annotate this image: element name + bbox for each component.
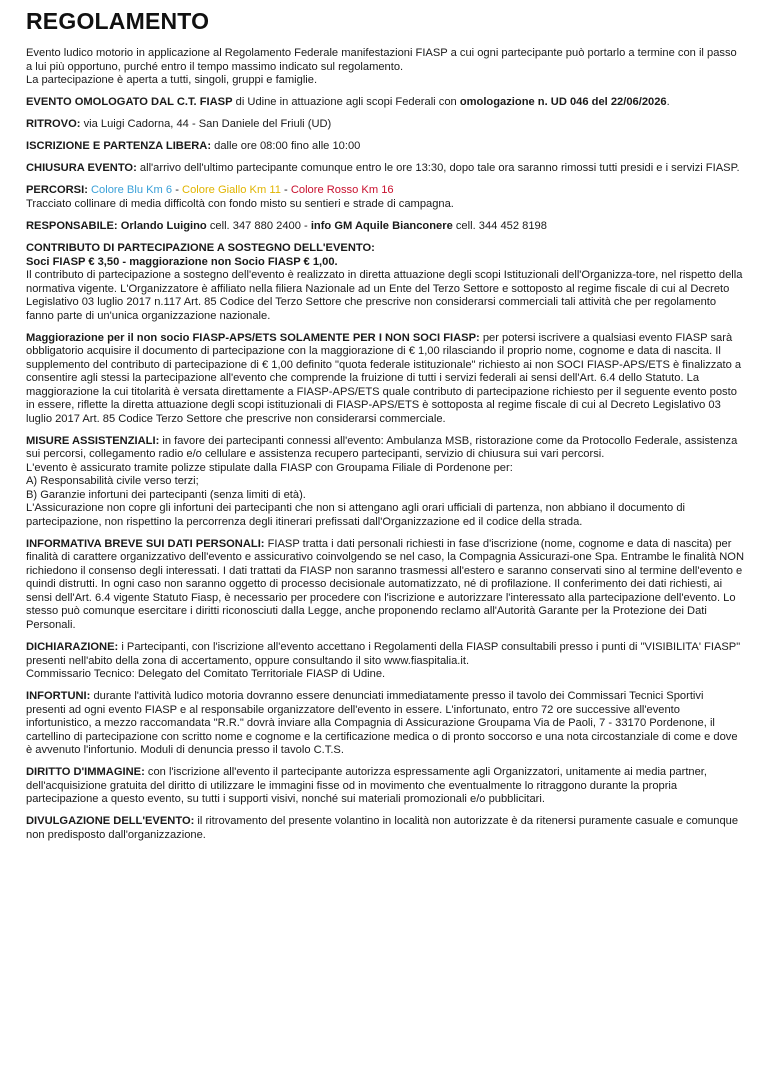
ritrovo-label: RITROVO:	[26, 118, 81, 131]
divulgazione-paragraph	[26, 815, 746, 842]
percorsi-label: PERCORSI:	[26, 184, 88, 197]
omologato-label: EVENTO OMOLOGATO DAL C.T. FIASP	[26, 96, 233, 109]
misure-paragraph	[26, 435, 746, 530]
dichiarazione-label: DICHIARAZIONE:	[26, 641, 119, 654]
divulgazione-text: il ritrovamento del presente volantino in località non autorizzate è da ritenersi puramente casuale e comunque non predisposto dall'organizzazione.	[26, 815, 739, 841]
ritrovo-text: via Luigi Cadorna, 44 - San Daniele del Friuli (UD)	[80, 118, 332, 131]
omologato-code: omologazione n. UD 046 del 22/06/2026	[459, 96, 667, 109]
contributo-text: Il contributo di partecipazione a sostegno dell'evento è realizzato in diretta attuazione degli scopi Istituzionali dell'Organizza-tore, nel rispetto della normativa vigente. L'Organizzatore è affiliato nella filiera Nazionale ad un Ente del Terzo Settore e sottoposto al regime fiscale di cui al Decreto Legislativo 03 luglio 2017 n.117 Art. 85 Codice del Terzo Settore che prescrive non considerarsi commerciali tali attività che per regolamento fanno parte di un'unica organizzazione nazionale.	[26, 269, 743, 322]
percorso-blu: Colore Blu Km 6	[91, 184, 173, 197]
percorso-rosso: Colore Rosso Km 16	[290, 184, 394, 197]
percorsi-sep-1: -	[172, 184, 183, 197]
dichiarazione-text: i Partecipanti, con l'iscrizione all'evento accettano i Regolamenti della FIASP consultabili presso i punti di "VISIBILITA' FIASP" presenti nell'abito della zona di accertamento, oppure consultando il sito www.fiaspitalia.it.	[26, 641, 741, 667]
diritto-paragraph	[26, 766, 746, 807]
contributo-label: CONTRIBUTO DI PARTECIPAZIONE A SOSTEGNO DELL'EVENTO:	[26, 242, 375, 255]
omologato-paragraph	[26, 96, 746, 110]
info-cell: cell. 344 452 8198	[452, 220, 547, 233]
misure-label: MISURE ASSISTENZIALI:	[26, 434, 160, 447]
iscrizione-paragraph	[26, 140, 746, 154]
maggiorazione-paragraph	[26, 332, 746, 427]
omologato-end: .	[666, 96, 670, 109]
maggiorazione-label: Maggiorazione per il non socio FIASP-APS/ETS SOLAMENTE PER I NON SOCI FIASP:	[26, 331, 480, 344]
infortuni-label: INFORTUNI:	[26, 690, 91, 703]
contributo-prices: Soci FIASP € 3,50 - maggiorazione non Socio FIASP € 1,00.	[26, 255, 338, 268]
informativa-label: INFORMATIVA BREVE SUI DATI PERSONALI:	[26, 537, 265, 550]
maggiorazione-text: per potersi iscrivere a qualsiasi evento FIASP sarà obbligatorio acquisire il documento di partecipazione con la maggiorazione di € 1,00 rilasciando il proprio nome, cognome e data di nascita. Il supplemento del contributo di partecipazione di € 1,00 definito "quota federale istituzionale" richiesto ai non SOCI FIASP-APS/ETS è finalizzato a consentire agli stessi la partecipazione all'evento che comprende la fruizione di tutti i servizi federali ai sensi dell'Art. 6.4 dello Statuto. La maggiorazione la cui titolarità è versata direttamente a FIASP-APS/ETS quale contributo di partecipazione richiesto per il seguente evento posto in essere, riflette la diretta attuazione degli scopi istituzionali di FIASP-APS/ETS è sottoposta al regime fiscale di cui al Decreto Legislativo 03 luglio 2017 Art. 85 Codice Terzo Settore che prescrive non considerarsi commerciale.	[26, 331, 742, 425]
percorsi-paragraph	[26, 184, 746, 211]
page-title: REGOLAMENTO	[26, 8, 210, 34]
omologato-text: di Udine in attuazione agli scopi Federali con	[232, 96, 460, 109]
divulgazione-label: DIVULGAZIONE DELL'EVENTO:	[26, 815, 195, 828]
misure-item-a: A) Responsabilità civile verso terzi;	[26, 475, 199, 488]
contributo-paragraph	[26, 242, 746, 323]
commissario-tecnico: Commissario Tecnico: Delegato del Comitato Territoriale FIASP di Udine.	[26, 668, 386, 681]
intro-text: Evento ludico motorio in applicazione al Regolamento Federale manifestazioni FIASP a cui ogni partecipante può portarlo a termine con il passo a lui più opportuno, purché entro il tempo massimo indicato sul regolamento.	[26, 47, 737, 73]
intro-paragraph	[26, 47, 746, 88]
chiusura-label: CHIUSURA EVENTO:	[26, 162, 137, 175]
intro-participation: La partecipazione è aperta a tutti, singoli, gruppi e famiglie.	[26, 74, 318, 86]
percorsi-sep-2: -	[280, 184, 291, 197]
misure-item-b: B) Garanzie infortuni dei partecipanti (senza limiti di età).	[26, 488, 306, 501]
ritrovo-paragraph	[26, 118, 746, 132]
misure-esclusioni: L'Assicurazione non copre gli infortuni dei partecipanti che non si attengano agli orari ufficiali di partenza, non abbiano il documento di partecipazione, non rispettino la percorrenza degli itinerari prefissati dall'Organizzazione ed il codice della strada.	[26, 502, 686, 528]
percorso-giallo: Colore Giallo Km 11	[182, 184, 281, 197]
responsabile-label: RESPONSABILE:	[26, 220, 118, 233]
infortuni-paragraph	[26, 690, 746, 758]
diritto-text: con l'iscrizione all'evento il partecipante autorizza espressamente agli Organizzatori, unitamente ai media partner, dell'acquisizione gratuita del diritto di utilizzare le immagini fisse od in movimento che eventualmente lo ritraggono durante la propria partecipazione a questo evento, su tutti i supporti visivi, nonché sui materiali promozionali e/o pubblicitari.	[26, 766, 707, 806]
diritto-label: DIRITTO D'IMMAGINE:	[26, 766, 145, 779]
chiusura-paragraph	[26, 162, 746, 176]
iscrizione-label: ISCRIZIONE E PARTENZA LIBERA:	[26, 140, 212, 153]
misure-assicurazione: L'evento è assicurato tramite polizze stipulate dalla FIASP con Groupama Filiale di Pordenone per:	[26, 461, 513, 474]
responsabile-paragraph	[26, 220, 746, 234]
dichiarazione-paragraph	[26, 641, 746, 682]
informativa-paragraph	[26, 538, 746, 633]
chiusura-text: all'arrivo dell'ultimo partecipante comunque entro le ore 13:30, dopo tale ora saranno rimossi tutti presidi e i servizi FIASP.	[136, 162, 740, 175]
percorsi-description: Tracciato collinare di media difficoltà con fondo misto su sentieri e strade di campagna.	[26, 197, 454, 210]
infortuni-text: durante l'attività ludico motoria dovranno essere denunciati immediatamente presso il tavolo dei Commissari Tecnici Sportivi presenti ad ogni evento FIASP e al responsabile organizzatore dell'evento in essere. L'infortunato, entro 72 ore successive all'evento infortunistico, a mezzo raccomandata "R.R." dovrà inviare alla Compagnia di Assicurazione Groupama Via de Paoli, 7 - 33170 Pordenone, il cartellino di partecipazione con scritto nome e cognome e la certificazione medica o di pronto soccorso e una nota circostanziale di come e dove è avvenuto l'infortunio. Moduli di denuncia presso il tavolo C.T.S.	[26, 690, 738, 757]
responsabile-info: info GM Aquile Bianconere	[310, 220, 453, 233]
responsabile-name: Orlando Luigino	[117, 220, 207, 233]
misure-text: in favore dei partecipanti connessi all'evento: Ambulanza MSB, ristorazione come da Protocollo Federale, assistenza sui percorsi, collegamento radio e/o cellulare e assistenza recupero partecipanti, servizio di chiusura sui vari percorsi.	[26, 434, 738, 461]
iscrizione-text: dalle ore 08:00 fino alle 10:00	[211, 140, 361, 153]
informativa-text: FIASP tratta i dati personali richiesti in fase d'iscrizione (nome, cognome e data di nascita) per finalità di carattere organizzativo dell'evento e assicurativo coinvolgendo se nel caso, la Compagnia Assicurazi-one Spa. Entrambe le finalità NON richiedono il consenso degli interessati. I dati trattati da FIASP non saranno trasmessi all'estero e saranno conservati sino al termine dell'evento e quindi distrutti. In ogni caso non saranno oggetto di processo decisionale automatizzato, né di profilazione. Il conferimento dei dati richiesti, ai sensi dell'Art. 6.4 vigente Statuto Fiasp, è necessario per procedere con l'iscrizione e autorizzare l'interessato alla partecipazione dell'evento. Lo stesso può comunque esercitare i diritti riconosciuti dalla Legge, anche proponendo reclamo all'Autorità Garante per la Protezione dei Dati Personali.	[26, 537, 744, 631]
responsabile-cell: cell. 347 880 2400 -	[206, 220, 311, 233]
